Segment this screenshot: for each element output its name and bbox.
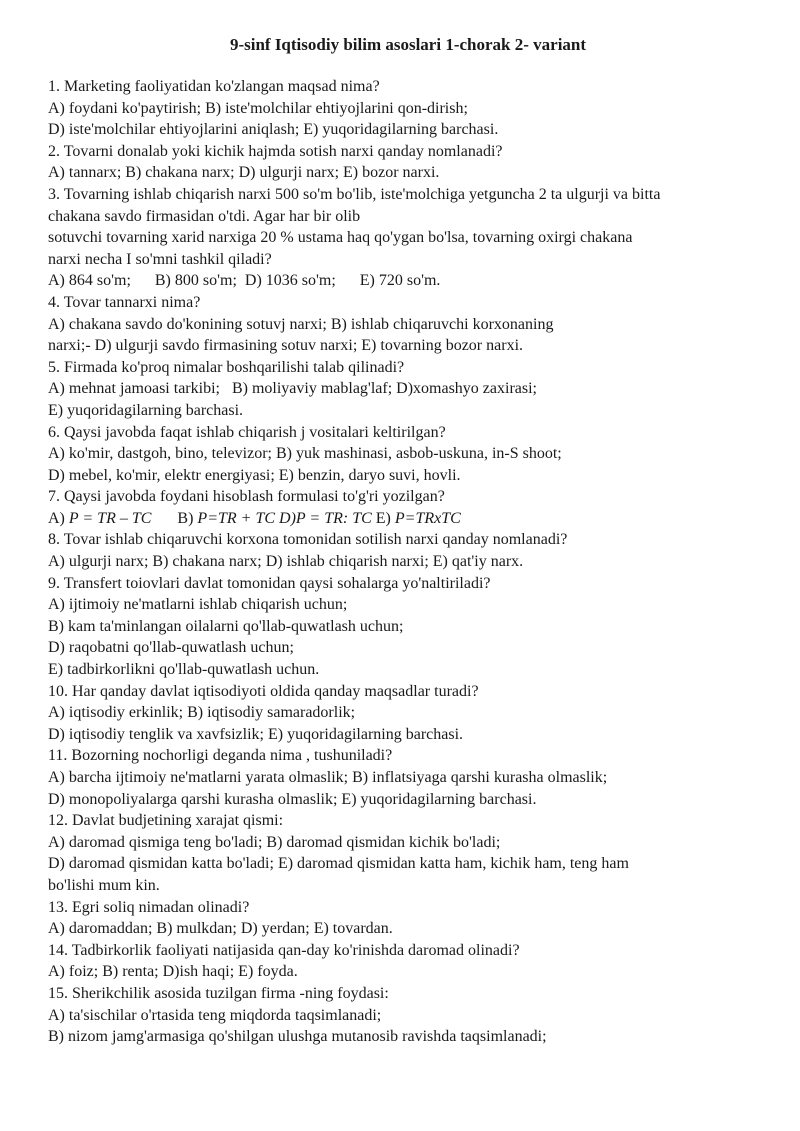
question-9-option-d: D) raqobatni qo'llab-quwatlash uchun;	[48, 639, 294, 657]
question-13-options: A) daromaddan; B) mulkdan; D) yerdan; E) tovardan.	[48, 920, 393, 938]
question-15-option-a: A) ta'sischilar o'rtasida teng miqdorda taqsimlanadi;	[48, 1006, 382, 1024]
question-12-options-c: bo'lishi mum kin.	[48, 876, 160, 894]
question-9: 9. Transfert toiovlari davlat tomonidan qaysi sohalarga yo'naltiriladi?	[48, 574, 491, 592]
question-11-options-a: A) barcha ijtimoiy ne'matlarni yarata olmaslik; B) inflatsiyaga qarshi kurasha olmaslik;	[48, 769, 608, 786]
question-3-options: A) 864 so'm; B) 800 so'm; D) 1036 so'm; E) 720 so'm.	[48, 272, 441, 290]
question-6-options-a: A) ko'mir, dastgoh, bino, televizor; B) yuk mashinasi, asbob-uskuna, in-S shoot;	[48, 445, 562, 463]
question-11: 11. Bozorning nochorligi deganda nima , tushuniladi?	[48, 747, 393, 765]
question-9-option-a: A) ijtimoiy ne'matlarni ishlab chiqarish uchun;	[48, 596, 348, 614]
document-page	[48, 34, 768, 1048]
question-5: 5. Firmada ko'proq nimalar boshqarilishi talab qilinadi?	[48, 358, 405, 376]
question-11-options-b: D) monopoliyalarga qarshi kurasha olmaslik; E) yuqoridagilarning barchasi.	[48, 790, 537, 808]
q7-option-b-label: B)	[177, 509, 194, 527]
question-3-line-4: narxi necha I so'mni tashkil qiladi?	[48, 250, 272, 268]
question-2-options: A) tannarx; B) chakana narx; D) ulgurji narx; E) bozor narxi.	[48, 164, 440, 182]
question-8: 8. Tovar ishlab chiqaruvchi korxona tomonidan sotilish narxi qanday nomlanadi?	[48, 531, 568, 549]
q7-option-b-formula: P=TR + TC	[197, 509, 276, 527]
question-7: 7. Qaysi javobda foydani hisoblash formulasi to'g'ri yozilgan?	[48, 488, 445, 506]
question-15: 15. Sherikchilik asosida tuzilgan firma -ning foydasi:	[48, 984, 389, 1002]
question-12-options-a: A) daromad qismiga teng bo'ladi; B) daromad qismidan kichik bo'ladi;	[48, 833, 501, 851]
question-6-options-b: D) mebel, ko'mir, elektr energiyasi; E) benzin, daryo suvi, hovli.	[48, 466, 461, 484]
question-8-options: A) ulgurji narx; B) chakana narx; D) ishlab chiqarish narxi; E) qat'iy narx.	[48, 553, 524, 571]
question-7-options	[48, 508, 768, 530]
q7-option-e-label: E)	[375, 509, 391, 527]
question-10-options-a: A) iqtisodiy erkinlik; B) iqtisodiy samaradorlik;	[48, 704, 356, 722]
question-5-options-b: E) yuqoridagilarning barchasi.	[48, 401, 244, 419]
question-4: 4. Tovar tannarxi nima?	[48, 293, 201, 311]
q7-option-d-formula: D)P = TR: TC	[279, 509, 372, 527]
question-4-options-b: narxi;- D) ulgurji savdo firmasining sotuv narxi; E) tovarning bozor narxi.	[48, 337, 524, 355]
question-10-options-b: D) iqtisodiy tenglik va xavfsizlik; E) yuqoridagilarning barchasi.	[48, 725, 464, 743]
question-9-option-b: B) kam ta'minlangan oilalarni qo'llab-quwatlash uchun;	[48, 617, 404, 635]
question-10: 10. Har qanday davlat iqtisodiyoti oldida qanday maqsadlar turadi?	[48, 682, 479, 700]
question-2: 2. Tovarni donalab yoki kichik hajmda sotish narxi qanday nomlanadi?	[48, 142, 503, 160]
document-title: 9-sinf Iqtisodiy bilim asoslari 1-chorak 2- variant	[229, 35, 587, 54]
question-1: 1. Marketing faoliyatidan ko'zlangan maqsad nima?	[48, 78, 380, 95]
q7-option-a-formula: P = TR – TC	[68, 509, 152, 527]
question-3-line-3: sotuvchi tovarning xarid narxiga 20 % ustama haq qo'ygan bo'lsa, tovarning oxirgi chakana	[48, 229, 633, 247]
question-6: 6. Qaysi javobda faqat ishlab chiqarish j vositalari keltirilgan?	[48, 423, 446, 441]
q7-option-e-formula: P=TRxTC	[394, 509, 461, 527]
question-14: 14. Tadbirkorlik faoliyati natijasida qan-day ko'rinishda daromad olinadi?	[48, 941, 520, 959]
question-4-options-a: A) chakana savdo do'konining sotuvj narxi; B) ishlab chiqaruvchi korxonaning	[48, 315, 554, 333]
question-15-option-b: B) nizom jamg'armasiga qo'shilgan ulushga mutanosib ravishda taqsimlanadi;	[48, 1028, 547, 1046]
question-3-line-1: 3. Tovarning ishlab chiqarish narxi 500 so'm bo'lib, iste'molchiga yetguncha 2 ta ulgurji va bitta	[48, 185, 661, 203]
question-12-options-b: D) daromad qismidan katta bo'ladi; E) daromad qismidan katta ham, kichik ham, teng ham	[48, 855, 629, 873]
question-9-option-e: E) tadbirkorlikni qo'llab-quwatlash uchun.	[48, 661, 320, 679]
q7-option-a-label: A)	[48, 509, 65, 527]
question-5-options-a: A) mehnat jamoasi tarkibi; B) moliyaviy mablag'laf; D)xomashyo zaxirasi;	[48, 380, 537, 398]
question-1-options-b: D) iste'molchilar ehtiyojlarini aniqlash; E) yuqoridagilarning barchasi.	[48, 121, 499, 139]
question-13: 13. Egri soliq nimadan olinadi?	[48, 898, 250, 916]
question-12: 12. Davlat budjetining xarajat qismi:	[48, 812, 284, 830]
question-3-line-2: chakana savdo firmasidan o'tdi. Agar har bir olib	[48, 207, 361, 225]
question-list	[48, 76, 768, 1048]
question-14-options: A) foiz; B) renta; D)ish haqi; E) foyda.	[48, 963, 298, 981]
question-1-options-a: A) foydani ko'paytirish; B) iste'molchilar ehtiyojlarini qon-dirish;	[48, 99, 468, 117]
